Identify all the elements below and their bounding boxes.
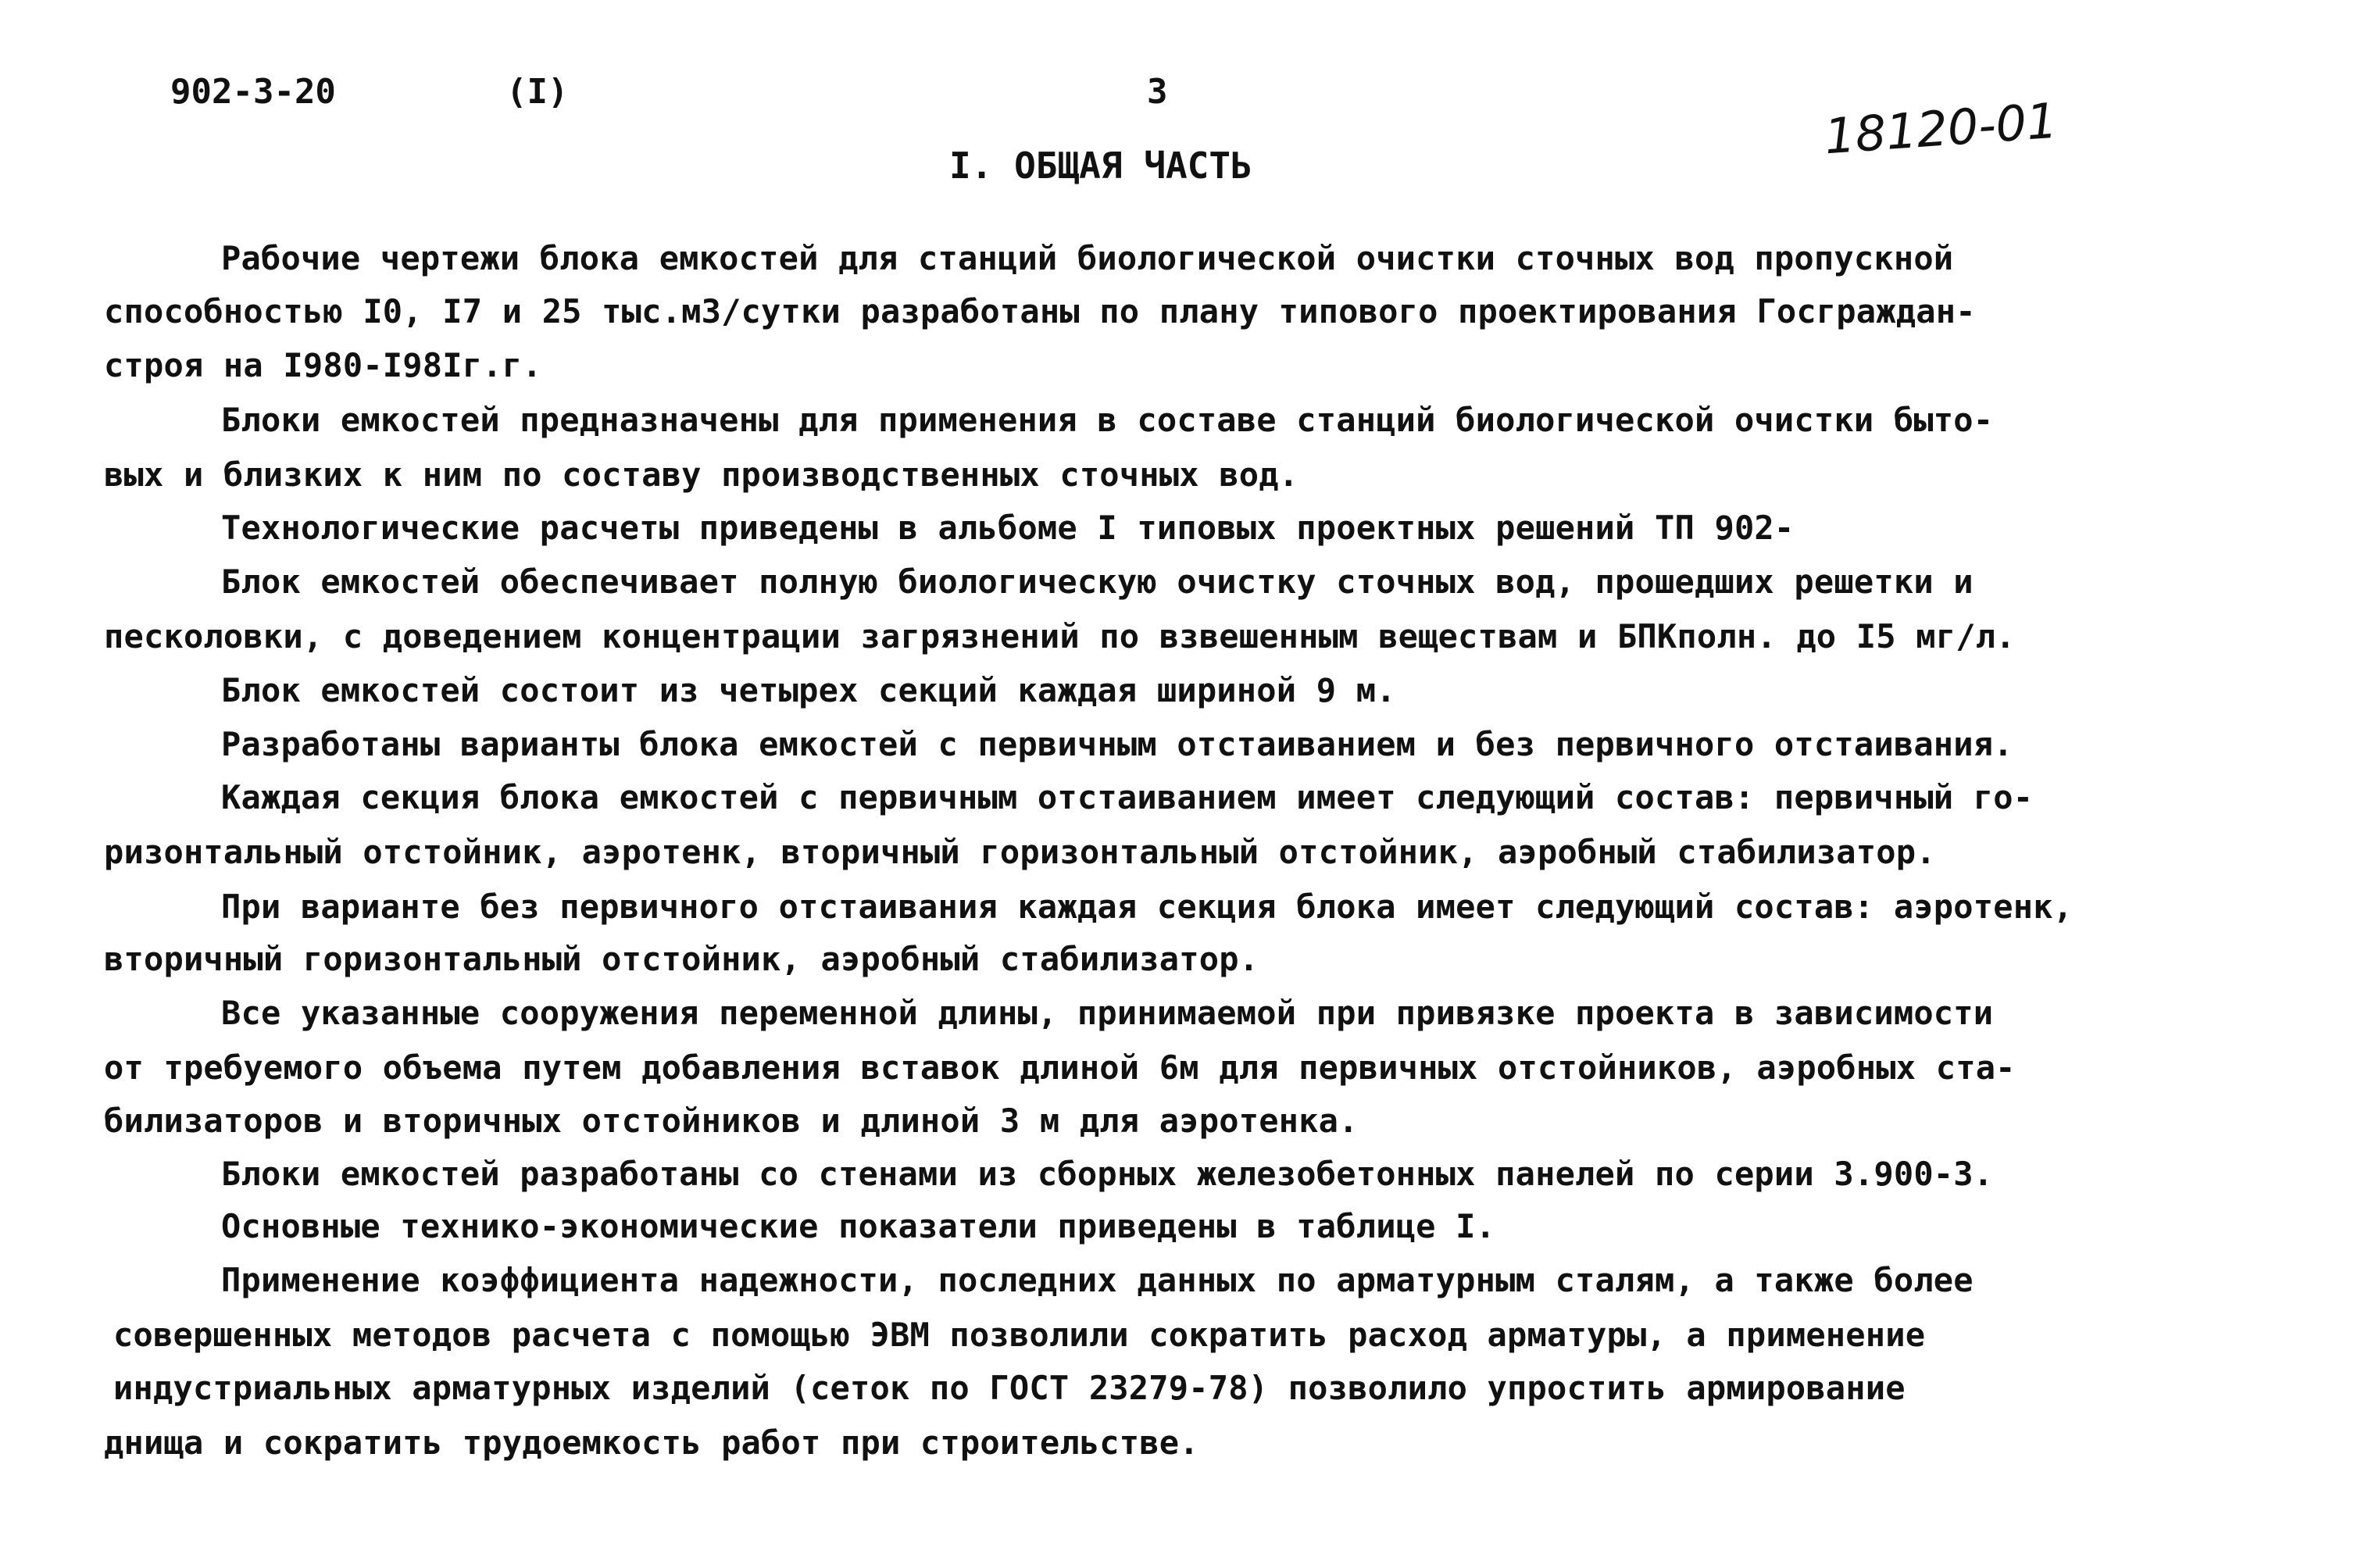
text-line: Блоки емкостей предназначены для применения в составе станций биологической очистки быто-: [221, 401, 1994, 439]
text-line: Блок емкостей обеспечивает полную биологическую очистку сточных вод, прошедших решетки и: [221, 563, 1974, 601]
text-line: вторичный горизонтальный отстойник, аэробный стабилизатор.: [104, 940, 1259, 978]
text-line: При варианте без первичного отстаивания каждая секция блока имеет следующий состав: аэротенк,: [221, 888, 2074, 926]
part-number: (I): [506, 72, 569, 112]
page-number: 3: [1147, 72, 1168, 112]
text-line: Рабочие чертежи блока емкостей для станций биологической очистки сточных вод пропускной: [221, 239, 1954, 277]
text-line: песколовки, с доведением концентрации загрязнений по взвешенным веществам и БПКполн. до I5 мг/л.: [104, 617, 2016, 655]
document-code: 902-3-20: [170, 72, 336, 112]
text-line: совершенных методов расчета с помощью ЭВМ позволили сократить расход арматуры, а применение: [113, 1316, 1926, 1354]
text-line: индустриальных арматурных изделий (сеток по ГОСТ 23279-78) позволило упростить армирование: [113, 1369, 1906, 1407]
text-line: Разработаны варианты блока емкостей с первичным отстаиванием и без первичного отстаивания.: [221, 725, 2013, 763]
text-line: Блок емкостей состоит из четырех секций каждая шириной 9 м.: [221, 671, 1396, 709]
text-line: Каждая секция блока емкостей с первичным отстаиванием имеет следующий состав: первичный го-: [221, 778, 2034, 816]
handwritten-code: 18120-01: [1822, 91, 2059, 166]
text-line: билизаторов и вторичных отстойников и длиной 3 м для аэротенка.: [104, 1102, 1359, 1140]
text-line: от требуемого объема путем добавления вставок длиной 6м для первичных отстойников, аэробных ста-: [104, 1048, 2016, 1087]
text-line: Технологические расчеты приведены в альбоме I типовых проектных решений ТП 902-: [221, 509, 1795, 547]
text-line: Все указанные сооружения переменной длины, принимаемой при привязке проекта в зависимости: [221, 994, 1994, 1032]
section-title: I. ОБЩАЯ ЧАСТЬ: [949, 145, 1252, 187]
text-line: вых и близких к ним по составу производственных сточных вод.: [104, 455, 1299, 494]
text-line: способностью I0, I7 и 25 тыс.м3/сутки разработаны по плану типового проектирования Госграждан-: [104, 292, 1976, 330]
text-line: Блоки емкостей разработаны со стенами из сборных железобетонных панелей по серии 3.900-3.: [221, 1155, 1994, 1193]
text-line: ризонтальный отстойник, аэротенк, вторичный горизонтальный отстойник, аэробный стабилизатор.: [104, 833, 1936, 871]
text-line: Применение коэффициента надежности, последних данных по арматурным сталям, а также более: [221, 1261, 1974, 1299]
text-line: днища и сократить трудоемкость работ при строительстве.: [104, 1423, 1199, 1462]
text-line: Основные технико-экономические показатели приведены в таблице I.: [221, 1207, 1496, 1245]
text-line: строя на I980-I98Iг.г.: [104, 346, 542, 384]
